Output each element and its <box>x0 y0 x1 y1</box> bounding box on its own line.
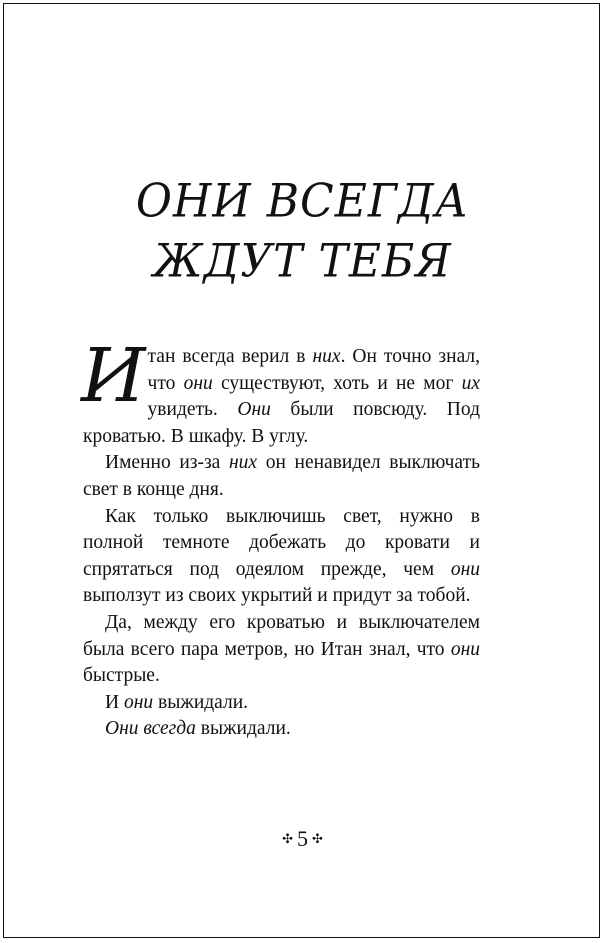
italic-run: них <box>312 346 341 367</box>
paragraph-3 <box>83 504 480 610</box>
italic-run: они <box>123 691 154 713</box>
italic-run: Они всегда <box>105 718 196 740</box>
text-run: И <box>105 691 124 713</box>
text-run: Да, между его кроватью и выключателем была всего пара метров, но Итан знал, что <box>83 611 480 660</box>
italic-run: Они <box>237 399 271 421</box>
text-run: быстрые. <box>83 665 160 687</box>
text-run: Именно из-за <box>105 452 229 474</box>
paragraph-2 <box>83 450 480 503</box>
text-run: были повсюду. Под кроватью. В шкафу. В углу. <box>83 399 480 447</box>
page-number: 5 <box>297 826 308 851</box>
paragraph-4 <box>83 610 480 690</box>
italic-run: них <box>228 452 258 474</box>
text-run: Как только выключишь свет, нужно в полной темноте добежать до кровати и спрятаться под одеялом прежде, чем <box>83 505 480 580</box>
drop-cap: И <box>81 333 142 419</box>
page-number-footer <box>0 826 605 852</box>
paragraph-1 <box>81 333 481 450</box>
text-run: выползут из своих укрытий и придут за тобой. <box>83 585 471 607</box>
italic-run: они <box>450 558 480 580</box>
chapter-title-line-1: ОНИ ВСЕГДА <box>135 174 470 229</box>
text-run: выжидали. <box>153 691 249 713</box>
ornament-left-icon: ✣ <box>282 831 293 846</box>
italic-run: их <box>461 372 481 394</box>
ornament-right-icon: ✣ <box>312 831 323 846</box>
paragraph-6 <box>83 716 480 743</box>
italic-run: они <box>450 638 480 660</box>
text-run: увидеть. <box>147 399 238 421</box>
text-run: он ненавидел выключать свет в конце дня. <box>83 452 480 500</box>
text-run: тан всегда верил в <box>147 346 313 367</box>
text-run: существуют, хоть и не мог <box>212 372 462 394</box>
text-run: выжидали. <box>195 718 291 740</box>
paragraph-5 <box>83 690 480 717</box>
chapter-title-line-2: ЖДУТ ТЕБЯ <box>153 234 452 289</box>
chapter-body <box>81 333 481 743</box>
italic-run: они <box>183 372 213 394</box>
text-run: . Он точно знал, что <box>147 346 480 394</box>
